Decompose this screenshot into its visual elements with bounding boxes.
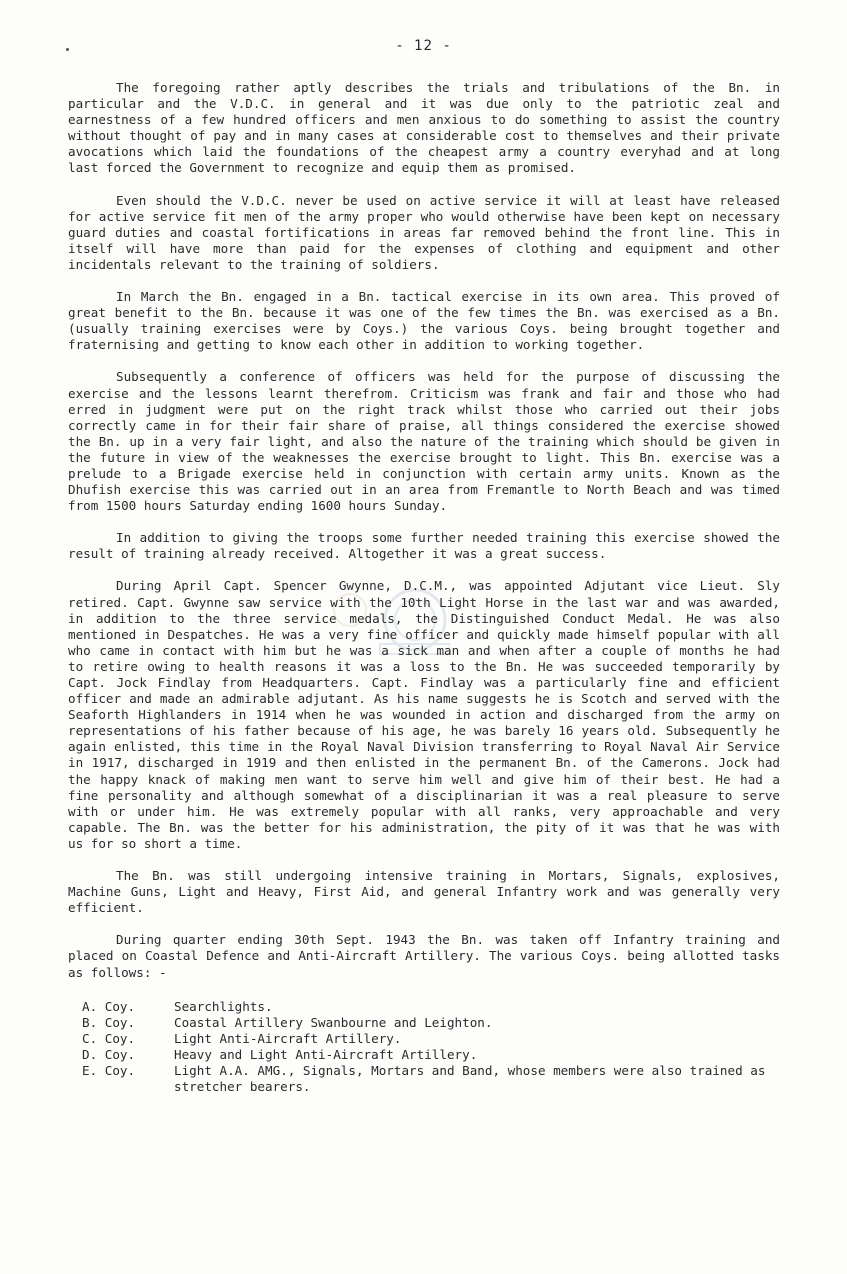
list-item: [82, 999, 780, 1015]
paragraph-2: Even should the V.D.C. never be used on active service it will at least have released for active service fit men of the army proper who would otherwise have been kept on necessary guard duties and coastal fortifications in areas far removed behind the front line. This in itself will have more than paid for the expenses of clothing and equipment and other incidentals relevant to the training of soldiers.: [68, 192, 780, 272]
coy-label: A. Coy.: [82, 998, 136, 1014]
body-text: [68, 80, 780, 1095]
coy-label: C. Coy.: [82, 1030, 136, 1046]
paragraph-5: In addition to giving the troops some further needed training this exercise showed the result of training already received. Altogether it was a great success.: [68, 530, 780, 562]
coy-label: D. Coy.: [82, 1046, 136, 1062]
coy-task: Light Anti-Aircraft Artillery.: [174, 1030, 402, 1046]
list-item: [82, 1031, 780, 1047]
paragraph-8: During quarter ending 30th Sept. 1943 the Bn. was taken off Infantry training and placed on Coastal Defence and Anti-Aircraft Artillery. The various Coys. being allotted tasks as follows: -: [68, 932, 780, 980]
paragraph-6: During April Capt. Spencer Gwynne, D.C.M., was appointed Adjutant vice Lieut. Sly retired. Capt. Gwynne saw service with the 10th Light Horse in the last war and was awarded, in addition to the three service medals, the Distinguished Conduct Medal. He was also mentioned in Despatches. He was a very fine officer and quickly made himself popular with all who came in contact with him but he was a sick man and when after a couple of months he had to retire owing to health reasons it was a loss to the Bn. He was succeeded temporarily by Capt. Jock Findlay from Headquarters. Capt. Findlay was a particularly fine and efficient officer and made an admirable adjutant. As his name suggests he is Scotch and served with the Seaforth Highlanders in 1914 when he was wounded in action and discharged from the army on representations of his father because of his age, he was barely 16 years old. Subsequently he again enlisted, this time in the Royal Naval Division transferring to Royal Naval Air Service in 1917, discharged in 1919 and then enlisted in the permanent Bn. of the Camerons. Jock had the happy knack of making men want to serve him well and give him of their best. He had a fine personality and although somewhat of a disciplinarian it was a real pleasure to serve with or under him. He was extremely popular with all ranks, very approachable and very capable. The Bn. was the better for his administration, the pity of it was that he was with us for so short a time.: [68, 578, 780, 851]
paragraph-1: The foregoing rather aptly describes the trials and tribulations of the Bn. in particular and the V.D.C. in general and it was due only to the patriotic zeal and earnestness of a few hundred officers and men anxious to do something to assist the country without thought of pay and in many cases at considerable cost to themselves and their private avocations which laid the foundations of the cheapest army a country everyhad and at long last forced the Government to recognize and equip them as promised.: [68, 80, 780, 176]
coy-label: E. Coy.: [82, 1062, 136, 1078]
coy-label: B. Coy.: [82, 1014, 136, 1030]
coy-task: Light A.A. AMG., Signals, Mortars and Band, whose members were also trained as stretcher bearers.: [174, 1062, 766, 1095]
coy-task: Heavy and Light Anti-Aircraft Artillery.: [174, 1046, 478, 1062]
coy-task: Searchlights.: [174, 998, 273, 1014]
list-item: [82, 1063, 780, 1095]
paragraph-3: In March the Bn. engaged in a Bn. tactical exercise in its own area. This proved of great benefit to the Bn. because it was one of the few times the Bn. was exercised as a Bn. (usually training exercises were by Coys.) the various Coys. being brought together and fraternising and getting to know each other in addition to working together.: [68, 289, 780, 353]
paragraph-4: Subsequently a conference of officers was held for the purpose of discussing the exercise and the lessons learnt therefrom. Criticism was frank and fair and those who had erred in judgment were put on the right track whilst those who carried out their jobs correctly came in for their fair share of praise, all things considered the exercise showed the Bn. up in a very fair light, and also the nature of the training which should be given in the future in view of the weaknesses the exercise brought to light. This Bn. exercise was a prelude to a Brigade exercise held in conjunction with certain army units. Known as the Dhufish exercise this was carried out in an area from Fremantle to North Beach and was timed from 1500 hours Saturday ending 1600 hours Sunday.: [68, 369, 780, 514]
coy-task: Coastal Artillery Swanbourne and Leighton.: [174, 1014, 493, 1030]
list-item: [82, 1015, 780, 1031]
list-item: [82, 1047, 780, 1063]
coy-allotment-list: [82, 999, 780, 1096]
paragraph-7: The Bn. was still undergoing intensive training in Mortars, Signals, explosives, Machine Guns, Light and Heavy, First Aid, and general Infantry work and was generally very efficient.: [68, 868, 780, 916]
page-number: - 12 -: [395, 38, 452, 54]
